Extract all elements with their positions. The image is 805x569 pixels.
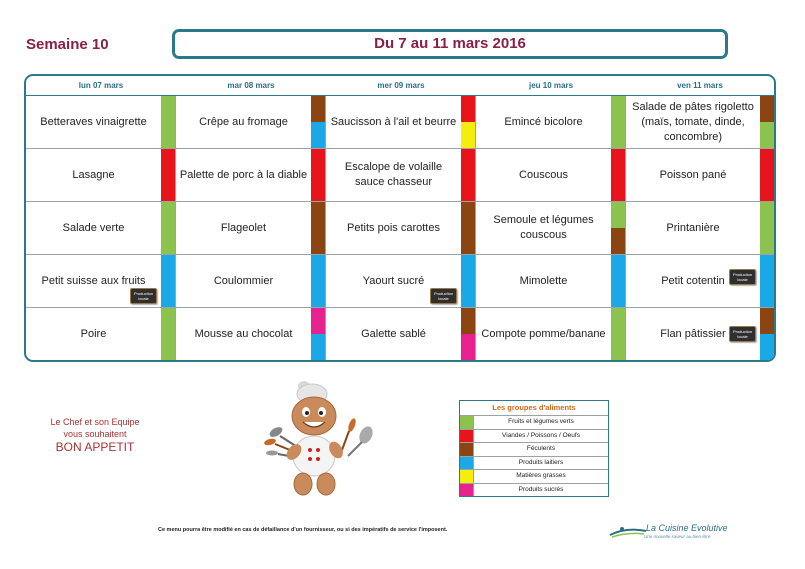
local-production-badge: Production locale (729, 326, 756, 342)
food-group-color-bar (161, 255, 175, 307)
menu-cell (476, 308, 626, 360)
dish-name: Flageolet (220, 221, 267, 234)
food-group-swatch (461, 308, 475, 334)
food-group-color-bar (611, 202, 625, 254)
logo-name: La Cuisine Evolutive (646, 523, 728, 533)
food-group-swatch (311, 334, 325, 360)
menu-cell (176, 308, 326, 360)
chef-line-1: Le Chef et son Equipe (50, 417, 140, 427)
day-header: mar 08 mars (227, 81, 275, 90)
menu-cell (176, 149, 326, 201)
legend-item (460, 415, 608, 429)
menu-cell (626, 255, 774, 307)
food-group-swatch (311, 122, 325, 148)
day-header-row (26, 76, 774, 96)
food-group-color-bar (311, 255, 325, 307)
food-group-color-bar (311, 149, 325, 201)
menu-cell (626, 308, 774, 360)
legend-label: Féculents (526, 445, 556, 452)
menu-table (24, 74, 776, 362)
dish-name: Flan pâtissier (660, 327, 726, 340)
company-logo (608, 523, 748, 541)
local-production-badge: Production locale (130, 288, 157, 304)
food-group-swatch (461, 255, 475, 307)
legend-label: Fruits et légumes verts (508, 418, 574, 425)
food-group-swatch (611, 96, 625, 148)
dish-name: Coulommier (213, 274, 274, 287)
food-group-swatch (760, 308, 774, 334)
menu-cell (26, 308, 176, 360)
dish-name: Poire (80, 327, 107, 340)
chef-message (30, 416, 160, 455)
menu-row (26, 308, 774, 360)
food-group-swatch (311, 202, 325, 254)
legend-title: Les groupes d'aliments (492, 403, 576, 412)
legend-swatch (460, 430, 474, 443)
dish-name: Salade verte (62, 221, 125, 234)
dish-name: Mimolette (519, 274, 568, 287)
dish-name: Semoule et légumes couscous (493, 214, 594, 241)
legend-label: Produits sucrés (518, 485, 564, 493)
dish-name: Emincé bicolore (504, 115, 583, 128)
food-group-swatch (311, 96, 325, 122)
dish-name: Poisson pané (659, 168, 727, 181)
dish-name: Palette de porc à la diable (179, 168, 308, 181)
dish-name: Galette sablé (361, 327, 426, 340)
local-production-badge: Production locale (430, 288, 457, 304)
day-header: lun 07 mars (78, 81, 124, 90)
local-production-badge: Production locale (729, 269, 756, 285)
menu-cell (26, 149, 176, 201)
food-group-color-bar (461, 202, 475, 254)
menu-cell (176, 202, 326, 254)
dish-name: Printanière (666, 221, 720, 234)
menu-cell (626, 96, 774, 148)
food-group-color-bar (611, 96, 625, 148)
food-group-swatch (611, 149, 625, 201)
menu-cell (26, 255, 176, 307)
food-group-swatch (760, 96, 774, 122)
food-group-swatch (161, 255, 175, 307)
menu-cell (626, 202, 774, 254)
food-group-color-bar (611, 149, 625, 201)
day-header: jeu 10 mars (528, 81, 574, 90)
menu-row (26, 255, 774, 308)
menu-cell (26, 96, 176, 148)
menu-cell (176, 255, 326, 307)
legend-swatch (460, 416, 474, 429)
menu-row (26, 202, 774, 255)
menu-row (26, 96, 774, 149)
food-group-swatch (760, 255, 774, 307)
menu-cell (326, 202, 476, 254)
food-group-swatch (611, 255, 625, 307)
dish-name: Couscous (519, 168, 568, 181)
food-group-color-bar (161, 202, 175, 254)
food-group-color-bar (461, 149, 475, 201)
menu-cell (26, 202, 176, 254)
food-group-color-bar (461, 308, 475, 360)
food-group-color-bar (611, 308, 625, 360)
food-group-swatch (611, 308, 625, 360)
food-group-color-bar (461, 255, 475, 307)
day-header: ven 11 mars (677, 81, 723, 90)
food-group-color-bar (311, 202, 325, 254)
dish-name: Mousse au chocolat (194, 327, 293, 340)
food-group-swatch (161, 202, 175, 254)
food-group-color-bar (161, 96, 175, 148)
menu-cell (476, 149, 626, 201)
date-range-text: Du 7 au 11 mars 2016 (374, 35, 526, 52)
legend-swatch (460, 484, 474, 497)
food-group-color-bar (611, 255, 625, 307)
menu-cell (626, 149, 774, 201)
legend-swatch (460, 443, 474, 456)
dish-name: Crêpe au fromage (199, 115, 288, 128)
menu-cell (476, 255, 626, 307)
menu-cell (476, 202, 626, 254)
food-group-swatch (311, 149, 325, 201)
food-group-swatch (760, 149, 774, 201)
food-group-color-bar (161, 308, 175, 360)
dish-name: Compote pomme/banane (481, 327, 606, 340)
food-group-color-bar (311, 96, 325, 148)
food-group-color-bar (760, 255, 774, 307)
food-group-swatch (760, 122, 774, 148)
menu-row (26, 149, 774, 202)
food-group-swatch (760, 202, 774, 254)
bon-appetit: BON APPETIT (55, 440, 135, 454)
dish-name: Yaourt sucré (362, 274, 425, 287)
food-group-swatch (161, 149, 175, 201)
legend-rows (460, 415, 608, 496)
food-group-color-bar (461, 96, 475, 148)
chef-line-2: vous souhaitent (63, 429, 127, 439)
disclaimer-note: Ce menu pourra être modifié en cas de défaillance d'un fournisseur, ou si des impératifs de service l'imposent. (158, 527, 448, 533)
date-range-banner (172, 29, 728, 59)
logo-tagline: Une nouvelle saveur au bien-être (644, 534, 711, 539)
legend-label: Viandes / Poissons / Oeufs (502, 431, 580, 439)
food-group-color-bar (760, 202, 774, 254)
legend-item (460, 456, 608, 470)
menu-cell (326, 308, 476, 360)
dish-name: Petits pois carottes (347, 221, 440, 234)
food-group-swatch (461, 149, 475, 201)
dish-name: Petit cotentin (661, 274, 725, 287)
dish-name: Betteraves vinaigrette (40, 115, 147, 128)
logo-swoosh-icon (608, 523, 648, 541)
dish-name: Lasagne (72, 168, 115, 181)
legend-swatch (460, 470, 474, 483)
menu-rows (26, 96, 774, 360)
chef-mascot-illustration (248, 380, 388, 498)
food-group-swatch (161, 96, 175, 148)
dish-name: Saucisson à l'ail et beurre (330, 115, 457, 128)
menu-cell (476, 96, 626, 148)
menu-cell (326, 96, 476, 148)
food-group-color-bar (760, 96, 774, 148)
day-header: mer 09 mars (377, 81, 425, 90)
legend-label: Matières grasses (516, 472, 566, 479)
legend-item (460, 483, 608, 497)
food-group-swatch (760, 334, 774, 360)
food-groups-legend (459, 400, 609, 497)
food-group-swatch (461, 202, 475, 254)
food-group-swatch (161, 308, 175, 360)
dish-name: Escalope de volaille sauce chasseur (344, 161, 443, 188)
food-group-color-bar (760, 149, 774, 201)
menu-cell (326, 149, 476, 201)
food-group-swatch (461, 96, 475, 122)
food-group-swatch (311, 255, 325, 307)
week-label: Semaine 10 (26, 36, 109, 53)
dish-name: Petit suisse aux fruits (41, 274, 146, 287)
food-group-color-bar (161, 149, 175, 201)
legend-item (460, 442, 608, 456)
menu-cell (326, 255, 476, 307)
dish-name: Salade de pâtes rigoletto (maïs, tomate, dinde, concombre) (632, 100, 754, 143)
legend-item (460, 469, 608, 483)
food-group-swatch (461, 334, 475, 360)
legend-item (460, 429, 608, 443)
food-group-color-bar (311, 308, 325, 360)
food-group-swatch (311, 308, 325, 334)
legend-swatch (460, 457, 474, 470)
food-group-swatch (611, 228, 625, 254)
food-group-swatch (611, 202, 625, 228)
menu-cell (176, 96, 326, 148)
food-group-color-bar (760, 308, 774, 360)
legend-label: Produits laitiers (518, 458, 564, 466)
food-group-swatch (461, 122, 475, 148)
